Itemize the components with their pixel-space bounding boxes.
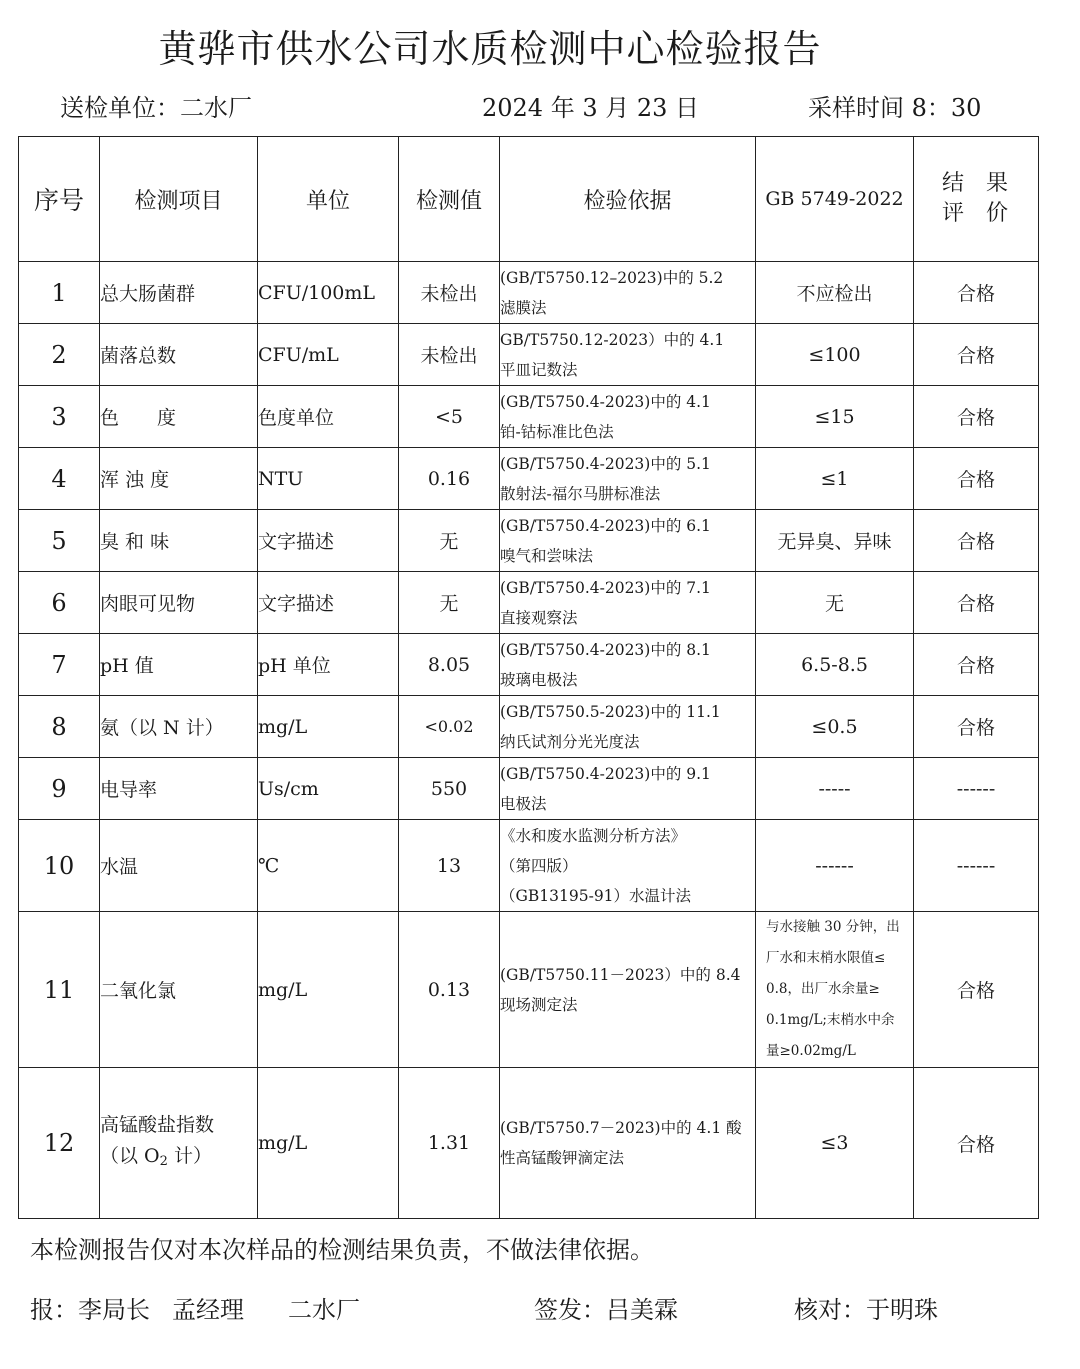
- row-result: 合格: [914, 510, 1039, 572]
- row-basis: [500, 820, 756, 912]
- row-seq: 9: [19, 758, 100, 820]
- basis-line: 《水和废水监测分析方法》: [500, 826, 687, 845]
- basis-line: 铂-钴标准比色法: [500, 422, 614, 441]
- row-basis: [500, 572, 756, 634]
- basis-line: 玻璃电极法: [500, 670, 578, 689]
- table-row: [19, 912, 1039, 1068]
- table-row: [19, 510, 1039, 572]
- row-seq: 5: [19, 510, 100, 572]
- table-row: [19, 758, 1039, 820]
- table-row: [19, 1068, 1039, 1219]
- row-unit: Us/cm: [258, 758, 399, 820]
- row-result: 合格: [914, 912, 1039, 1068]
- row-unit: CFU/mL: [258, 324, 399, 386]
- row-value: 1.31: [399, 1068, 500, 1219]
- basis-line: (GB/T5750.5-2023)中的 11.1: [500, 702, 721, 721]
- row-unit: CFU/100mL: [258, 262, 399, 324]
- row-result: ------: [914, 820, 1039, 912]
- row-item: 二氧化氯: [100, 912, 258, 1068]
- subscript-2: 2: [159, 1153, 168, 1169]
- row-seq: 10: [19, 820, 100, 912]
- row-seq: 1: [19, 262, 100, 324]
- row-unit: mg/L: [258, 696, 399, 758]
- row-result: 合格: [914, 1068, 1039, 1219]
- col-header-unit: 单位: [258, 137, 399, 262]
- basis-line: 平皿记数法: [500, 360, 578, 379]
- item-line: 高锰酸盐指数: [100, 1113, 215, 1136]
- row-value: <0.02: [399, 696, 500, 758]
- report-to-recipient: 李局长: [78, 1296, 150, 1324]
- item-text: （以 O: [100, 1144, 160, 1167]
- row-basis: [500, 1068, 756, 1219]
- report-title: 黄骅市供水公司水质检测中心检验报告: [158, 27, 822, 71]
- row-value: <5: [399, 386, 500, 448]
- basis-line: 散射法-福尔马肼标准法: [500, 484, 661, 503]
- table-row: [19, 448, 1039, 510]
- row-seq: 12: [19, 1068, 100, 1219]
- row-item: 总大肠菌群: [100, 262, 258, 324]
- row-value: 0.13: [399, 912, 500, 1068]
- table-row: [19, 262, 1039, 324]
- standard-line: 量≥0.02mg/L: [766, 1043, 856, 1059]
- row-standard: ≤3: [756, 1068, 914, 1219]
- row-standard: 无异臭、异味: [756, 510, 914, 572]
- row-item: 水温: [100, 820, 258, 912]
- basis-line: (GB/T5750.11－2023）中的 8.4: [500, 965, 741, 984]
- row-unit: mg/L: [258, 912, 399, 1068]
- issued-by: 签发：吕美霖: [534, 1296, 678, 1324]
- row-value: 无: [399, 572, 500, 634]
- basis-line: (GB/T5750.12–2023)中的 5.2: [500, 268, 724, 287]
- col-header-seq: 序号: [19, 137, 100, 262]
- disclaimer-note: 本检测报告仅对本次样品的检测结果负责，不做法律依据。: [30, 1236, 654, 1264]
- row-item: [100, 1068, 258, 1219]
- basis-line: 滤膜法: [500, 298, 547, 317]
- row-unit: ℃: [258, 820, 399, 912]
- row-standard: ------: [756, 820, 914, 912]
- report-date: 2024 年 3 月 23 日: [482, 94, 700, 122]
- row-value: 8.05: [399, 634, 500, 696]
- table-row: [19, 386, 1039, 448]
- col-header-item: 检测项目: [100, 137, 258, 262]
- row-item: pH 值: [100, 634, 258, 696]
- row-result: 合格: [914, 262, 1039, 324]
- col-header-eval-line1: 结果: [941, 171, 1030, 196]
- row-item: 肉眼可见物: [100, 572, 258, 634]
- row-standard: ≤100: [756, 324, 914, 386]
- basis-line: (GB/T5750.4-2023)中的 4.1: [500, 392, 711, 411]
- row-standard: 无: [756, 572, 914, 634]
- row-result: 合格: [914, 572, 1039, 634]
- row-standard: 6.5-8.5: [756, 634, 914, 696]
- row-standard: ≤0.5: [756, 696, 914, 758]
- row-unit: NTU: [258, 448, 399, 510]
- row-item: 氨（以 N 计）: [100, 696, 258, 758]
- table-row: [19, 324, 1039, 386]
- row-basis: [500, 262, 756, 324]
- report-to-label: 报：: [30, 1296, 78, 1324]
- checked-by: 核对：于明珠: [794, 1296, 938, 1324]
- row-result: 合格: [914, 696, 1039, 758]
- row-basis: [500, 324, 756, 386]
- row-unit: 色度单位: [258, 386, 399, 448]
- row-basis: [500, 386, 756, 448]
- row-item: 臭 和 味: [100, 510, 258, 572]
- row-value: 未检出: [399, 262, 500, 324]
- row-value: 0.16: [399, 448, 500, 510]
- basis-line: GB/T5750.12-2023）中的 4.1: [500, 330, 725, 349]
- basis-line: (GB/T5750.4-2023)中的 5.1: [500, 454, 711, 473]
- row-seq: 6: [19, 572, 100, 634]
- basis-line: 嗅气和尝味法: [500, 546, 594, 565]
- row-unit: pH 单位: [258, 634, 399, 696]
- col-header-basis: 检验依据: [500, 137, 756, 262]
- row-standard: [756, 912, 914, 1068]
- basis-line: （GB13195-91）水温计法: [500, 886, 692, 905]
- row-seq: 3: [19, 386, 100, 448]
- basis-line: (GB/T5750.4-2023)中的 8.1: [500, 640, 711, 659]
- row-unit: 文字描述: [258, 510, 399, 572]
- row-standard: ≤15: [756, 386, 914, 448]
- row-basis: [500, 758, 756, 820]
- row-seq: 7: [19, 634, 100, 696]
- table-row: [19, 572, 1039, 634]
- row-item: 浑 浊 度: [100, 448, 258, 510]
- row-result: 合格: [914, 448, 1039, 510]
- row-unit: 文字描述: [258, 572, 399, 634]
- row-item: 菌落总数: [100, 324, 258, 386]
- row-standard: -----: [756, 758, 914, 820]
- basis-line: 现场测定法: [500, 995, 578, 1014]
- row-basis: [500, 510, 756, 572]
- row-basis: [500, 448, 756, 510]
- basis-line: (GB/T5750.4-2023)中的 6.1: [500, 516, 711, 535]
- row-seq: 11: [19, 912, 100, 1068]
- row-result: ------: [914, 758, 1039, 820]
- row-basis: [500, 634, 756, 696]
- table-row: [19, 820, 1039, 912]
- table-header-row: [19, 137, 1039, 262]
- row-standard: ≤1: [756, 448, 914, 510]
- submitting-unit: 送检单位：二水厂: [60, 94, 252, 122]
- row-unit: mg/L: [258, 1068, 399, 1219]
- standard-line: 与水接触 30 分钟，出: [766, 919, 900, 935]
- item-line: [100, 1141, 257, 1177]
- basis-line: (GB/T5750.4-2023)中的 9.1: [500, 764, 711, 783]
- row-result: 合格: [914, 634, 1039, 696]
- table-row: [19, 696, 1039, 758]
- table-row: [19, 634, 1039, 696]
- col-header-standard: GB 5749-2022: [756, 137, 914, 262]
- basis-line: 电极法: [500, 794, 547, 813]
- sampling-time: 采样时间 8：30: [808, 94, 982, 122]
- item-text: 计）: [167, 1144, 212, 1167]
- report-to-recipient: 孟经理: [172, 1296, 244, 1324]
- row-value: 无: [399, 510, 500, 572]
- report-to-recipient: 二水厂: [288, 1296, 360, 1324]
- row-standard: 不应检出: [756, 262, 914, 324]
- basis-line: 直接观察法: [500, 608, 578, 627]
- row-basis: [500, 696, 756, 758]
- row-value: 13: [399, 820, 500, 912]
- row-result: 合格: [914, 324, 1039, 386]
- col-header-eval-line2: 评价: [941, 201, 1030, 226]
- standard-line: 厂水和末梢水限值≤: [766, 950, 886, 966]
- basis-line: (GB/T5750.4-2023)中的 7.1: [500, 578, 711, 597]
- row-value: 未检出: [399, 324, 500, 386]
- row-seq: 8: [19, 696, 100, 758]
- basis-line: 性高锰酸钾滴定法: [500, 1149, 625, 1167]
- row-basis: [500, 912, 756, 1068]
- report-to: [30, 1290, 360, 1325]
- row-value: 550: [399, 758, 500, 820]
- row-item: 电导率: [100, 758, 258, 820]
- col-header-evaluation: [914, 137, 1039, 262]
- standard-line: 0.1mg/L;末梢水中余: [766, 1012, 895, 1028]
- row-item: 色 度: [100, 386, 258, 448]
- basis-line: (GB/T5750.7－2023)中的 4.1 酸: [500, 1119, 742, 1137]
- standard-line: 0.8，出厂水余量≥: [766, 981, 880, 997]
- col-header-value: 检测值: [399, 137, 500, 262]
- results-table: [18, 136, 1039, 1219]
- basis-line: （第四版）: [500, 856, 578, 875]
- row-seq: 2: [19, 324, 100, 386]
- row-result: 合格: [914, 386, 1039, 448]
- row-seq: 4: [19, 448, 100, 510]
- basis-line: 纳氏试剂分光光度法: [500, 732, 640, 751]
